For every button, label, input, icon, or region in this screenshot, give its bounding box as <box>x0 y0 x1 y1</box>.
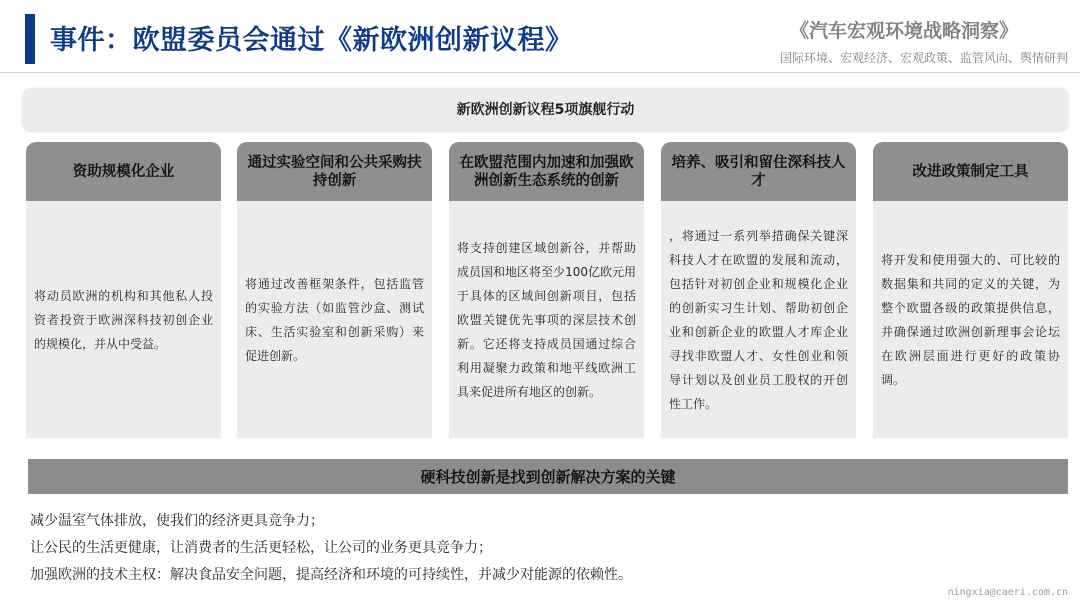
action-card-description: 将支持创建区域创新谷，并帮助成员国和地区将至少100亿欧元用于具体的区域间创新项目，包括欧盟关键优先事项的深层技术创新。它还将支持成员国通过综合利用凝聚力政策和地平线欧洲工具来促进所有地区的创新。 <box>457 240 636 399</box>
action-card-header <box>237 142 432 201</box>
title-accent-bar <box>25 14 35 64</box>
action-card-body <box>661 201 856 438</box>
action-card-header <box>449 142 644 201</box>
action-card-description: 将通过改善框架条件，包括监管的实验方法（如监管沙盒、测试床、生活实验室和创新采购）来促进创新。 <box>245 276 424 363</box>
action-card-description: ，将通过一系列举措确保关键深科技人才在欧盟的发展和流动，包括针对初创企业和规模化企业的创新实习生计划、帮助初创企业和创新企业的欧盟人才库企业寻找非欧盟人才、女性创业和领导计划以及创业员工股权的开创性工作。 <box>669 228 848 411</box>
action-card-description: 将动员欧洲的机构和其他私人投资者投资于欧洲深科技初创企业的规模化，并从中受益。 <box>34 288 213 351</box>
action-card-policy-tools <box>873 142 1068 438</box>
key-message-text: 硬科技创新是找到创新解决方案的关键 <box>420 468 676 486</box>
contact-watermark: ningxia@caeri.com.cn <box>947 587 1068 598</box>
action-card-title: 通过实验空间和公共采购扶持创新 <box>247 154 422 189</box>
action-card-deep-tech-talent <box>661 142 856 438</box>
action-card-title: 改进政策制定工具 <box>912 163 1029 180</box>
action-card-scaleup-funding <box>26 142 221 438</box>
flagship-actions <box>26 142 1068 438</box>
action-card-body <box>26 201 221 438</box>
flagship-banner <box>23 88 1068 130</box>
list-item: 让公民的生活更健康，让消费者的生活更轻松，让公司的业务更具竞争力； <box>30 540 492 556</box>
action-card-body <box>873 201 1068 438</box>
series-title: 《汽车宏观环境战略洞察》 <box>789 20 1018 42</box>
key-message-bar <box>28 459 1068 494</box>
action-card-experimentation-procurement <box>237 142 432 438</box>
action-card-title: 在欧盟范围内加速和加强欧洲创新生态系统的创新 <box>459 154 634 189</box>
list-item: 减少温室气体排放，使我们的经济更具竞争力； <box>30 513 324 529</box>
page-title: 事件：欧盟委员会通过《新欧洲创新议程》 <box>50 25 573 56</box>
series-subtitle: 国际环境、宏观经济、宏观政策、监管风向、舆情研判 <box>779 51 1068 65</box>
action-card-body <box>237 201 432 438</box>
action-card-header <box>873 142 1068 201</box>
action-card-body <box>449 201 644 438</box>
action-card-title: 培养、吸引和留住深科技人才 <box>671 154 846 189</box>
action-card-header <box>661 142 856 201</box>
action-card-title: 资助规模化企业 <box>72 163 175 180</box>
list-item: 加强欧洲的技术主权：解决食品安全问题，提高经济和环境的可持续性，并减少对能源的依赖性。 <box>30 567 632 583</box>
action-card-innovation-ecosystems <box>449 142 644 438</box>
benefit-list <box>30 508 632 589</box>
flagship-banner-text: 新欧洲创新议程5项旗舰行动 <box>456 102 635 118</box>
action-card-header <box>26 142 221 201</box>
header-divider <box>0 72 1080 73</box>
action-card-description: 将开发和使用强大的、可比较的数据集和共同的定义的关键，为整个欧盟各级的政策提供信息，并确保通过欧洲创新理事会论坛在欧洲层面进行更好的政策协调。 <box>881 252 1060 387</box>
